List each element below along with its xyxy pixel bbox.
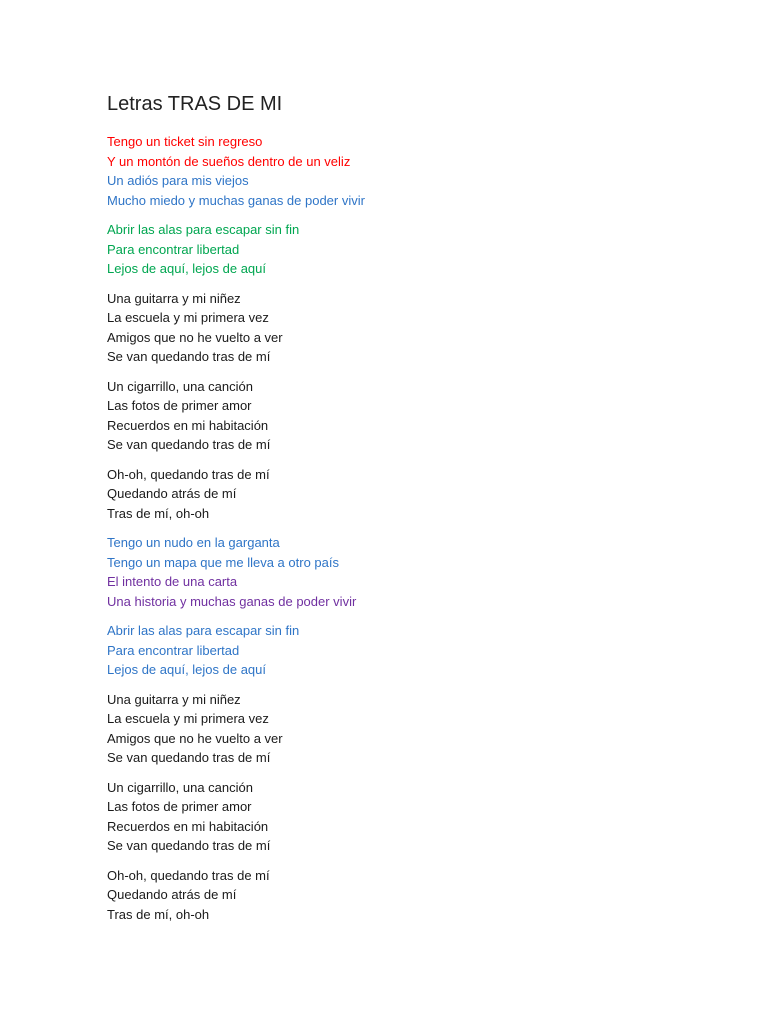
lyric-line: La escuela y mi primera vez: [107, 310, 269, 325]
lyric-line: Tengo un mapa que me lleva a otro país: [107, 554, 339, 570]
lyric-line: Lejos de aquí, lejos de aquí: [107, 662, 267, 677]
lyric-line: Un cigarrillo, una canción: [107, 378, 253, 394]
page-title: Letras TRAS DE MI: [107, 93, 283, 115]
lyric-line: Una historia y muchas ganas de poder vivir: [107, 593, 357, 609]
lyric-line: Quedando atrás de mí: [107, 887, 237, 902]
lyrics-document: [107, 90, 707, 934]
lyric-line: Una guitarra y mi niñez: [107, 691, 241, 707]
lyric-line: Recuerdos en mi habitación: [107, 417, 269, 433]
lyric-line: Se van quedando tras de mí: [107, 750, 271, 765]
stanza: [107, 132, 707, 210]
lyric-line: Amigos que no he vuelto a ver: [107, 730, 283, 746]
lyric-line: Tras de mí, oh-oh: [107, 505, 210, 521]
stanza: [107, 220, 707, 279]
lyric-line: Tengo un nudo en la garganta: [107, 535, 280, 550]
lyric-line: Amigos que no he vuelto a ver: [107, 329, 283, 345]
stanza: [107, 866, 707, 925]
stanza: [107, 533, 707, 611]
lyric-line: Oh-oh, quedando tras de mí: [107, 466, 270, 482]
lyric-line: Quedando atrás de mí: [107, 486, 237, 501]
lyric-line: Abrir las alas para escapar sin fin: [107, 222, 300, 237]
lyric-line: Oh-oh, quedando tras de mí: [107, 867, 270, 883]
lyric-line: Un cigarrillo, una canción: [107, 779, 253, 795]
lyric-line: La escuela y mi primera vez: [107, 711, 269, 726]
lyric-line: Lejos de aquí, lejos de aquí: [107, 261, 267, 276]
lyric-line: Abrir las alas para escapar sin fin: [107, 623, 300, 638]
lyric-line: Y un montón de sueños dentro de un veliz: [107, 153, 351, 169]
lyric-line: Las fotos de primer amor: [107, 799, 252, 814]
stanza: [107, 778, 707, 856]
stanza: [107, 465, 707, 524]
stanza: [107, 690, 707, 768]
lyric-line: Para encontrar libertad: [107, 241, 240, 257]
lyric-line: El intento de una carta: [107, 574, 238, 589]
lyric-line: Recuerdos en mi habitación: [107, 818, 269, 834]
lyrics-body: [107, 132, 707, 924]
lyric-line: Mucho miedo y muchas ganas de poder vivir: [107, 192, 365, 208]
lyric-line: Tras de mí, oh-oh: [107, 906, 210, 922]
lyric-line: Las fotos de primer amor: [107, 398, 252, 413]
lyric-line: Se van quedando tras de mí: [107, 838, 271, 853]
stanza: [107, 621, 707, 680]
lyric-line: Se van quedando tras de mí: [107, 437, 271, 452]
lyric-line: Un adiós para mis viejos: [107, 173, 249, 188]
stanza: [107, 377, 707, 455]
lyric-line: Para encontrar libertad: [107, 642, 240, 658]
lyric-line: Se van quedando tras de mí: [107, 349, 271, 364]
lyric-line: Una guitarra y mi niñez: [107, 290, 241, 306]
stanza: [107, 289, 707, 367]
lyric-line: Tengo un ticket sin regreso: [107, 134, 263, 149]
